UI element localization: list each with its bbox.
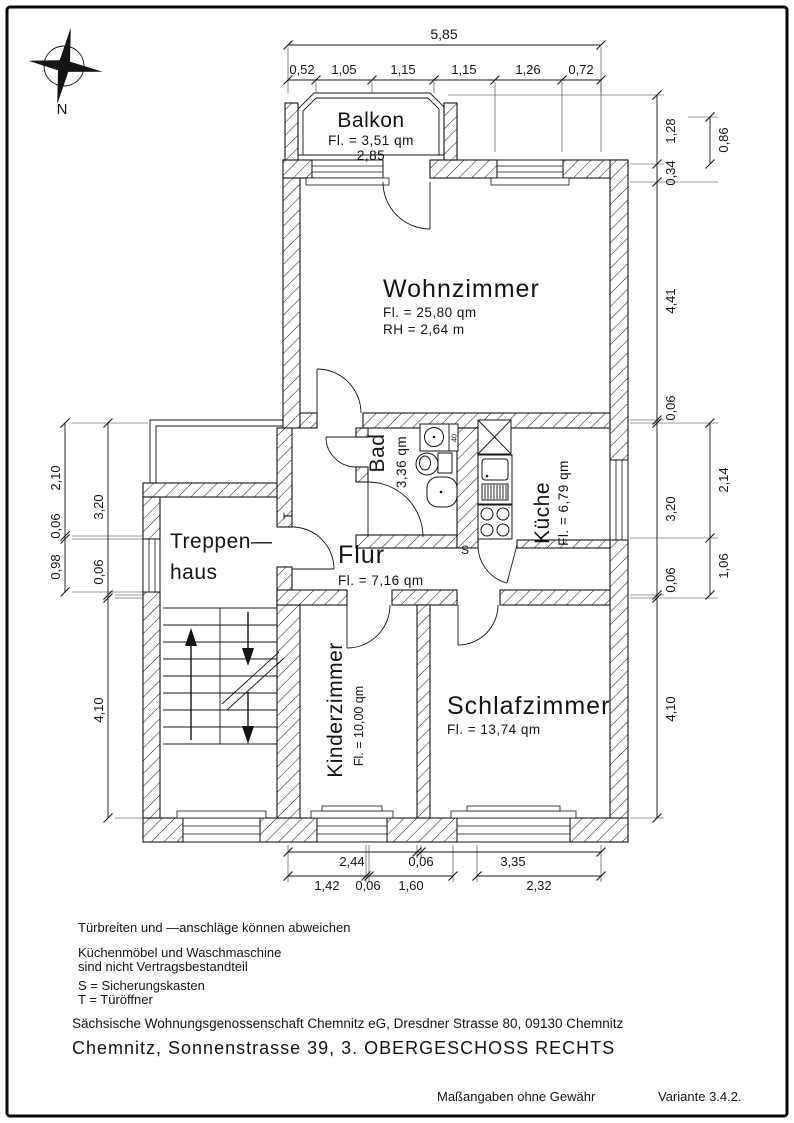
living-room-name: Wohnzimmer [383,275,540,303]
dim-right-outer-3: 4,41 [663,288,678,314]
stove-icon [478,505,512,539]
bathroom-area: 3,36 qm [394,435,409,489]
dim-bottom1-1: 2,44 [339,854,365,869]
note-furniture-2: sind nicht Vertragsbestandteil [78,959,248,974]
north-label: N [56,101,68,118]
dim-right-outer-4: 0,06 [663,395,678,421]
footer-title: Chemnitz, Sonnenstrasse 39, 3. OBERGESCHOSS RECHTS [72,1038,616,1058]
footer-variant: Variante 3.4.2. [658,1089,742,1104]
dim-top-4: 1,15 [451,62,477,77]
dim-top-3: 1,15 [390,62,416,77]
living-room-window-left [306,160,389,185]
bedroom-window [451,806,576,842]
dim-right-inner-2: 2,14 [716,467,731,493]
dim-left-inner-3: 4,10 [91,697,106,723]
dim-right-outer-2: 0,34 [663,160,678,186]
washing-machine-icon [478,420,511,454]
legend-door-opener: T = Türöffner [78,992,153,1007]
dim-bottom2-4: 2,32 [526,878,552,893]
kitchen-sink-icon [478,455,512,504]
dim-top-1: 0,52 [289,62,315,77]
fuse-box-marker: S [460,543,470,557]
bedroom-area: Fl. = 13,74 qm [447,722,541,737]
washbasin-icon [420,424,459,451]
footer-organization: Sächsische Wohnungsgenossenschaft Chemnitz eG, Dresdner Strasse 80, 09130 Chemnitz [72,1016,624,1031]
hall-name: Flur [338,541,386,569]
bathroom-name: Bad [366,433,389,473]
kitchen-area: Fl. = 6,79 qm [556,460,571,546]
stairwell-name-line1: Treppen— [170,530,273,553]
dim-left-inner-2: 0,06 [91,559,106,585]
dim-right-outer-1: 1,28 [663,118,678,144]
stairwell-window-west [143,539,160,592]
kitchen-window [610,460,628,540]
kitchen-fixtures [478,420,512,539]
dim-left-outer-3: 0,98 [48,554,63,580]
dim-bottom2-1: 1,42 [314,878,340,893]
dim-top-total: 5,85 [430,26,458,42]
dim-right-outer-7: 4,10 [663,696,678,722]
living-room-window-right [491,160,569,185]
dim-top-2: 1,05 [331,62,357,77]
dim-right-outer-5: 3,20 [663,496,678,522]
balcony-width: 2,85 [356,148,386,163]
footer-disclaimer: Maßangaben ohne Gewähr [437,1089,596,1104]
note-furniture-1: Küchenmöbel und Waschmaschine [78,945,282,960]
dim-right-inner-1: 0,86 [716,127,731,153]
living-room-area: Fl. = 25,80 qm [383,305,477,320]
dim-bottom2-2: 0,06 [355,878,381,893]
childrens-room-window [311,806,393,842]
hall-area: Fl. = 7,16 qm [338,573,424,588]
dim-bottom2-3: 1,60 [398,878,424,893]
note-doors: Türbreiten und —anschläge können abweichen [78,920,351,935]
dim-right-outer-6: 0,06 [663,567,678,593]
washbasin-width-label: 40 [449,433,459,443]
childrens-room-area: Fl. = 10,00 qm [352,685,366,767]
dim-left-outer-2: 0,06 [48,513,63,539]
toilet-icon [416,453,452,475]
kitchen-name: Küche [531,481,554,545]
dim-top-5: 1,26 [515,62,541,77]
dim-left-inner-1: 3,20 [91,494,106,520]
stairwell-window-south [177,811,266,842]
dim-right-inner-3: 1,06 [716,553,731,579]
dim-bottom1-2: 0,06 [408,854,434,869]
stairwell-name-line2: haus [170,561,218,584]
dim-bottom1-3: 3,35 [500,854,526,869]
balcony-area: Fl. = 3,51 qm [328,133,414,148]
bathtub-icon [427,477,457,507]
legend-fuse-box: S = Sicherungskasten [78,978,205,993]
dim-top-6: 0,72 [568,62,594,77]
bedroom-name: Schlafzimmer [447,692,611,720]
living-room-ceiling: RH = 2,64 m [383,322,465,337]
childrens-room-name: Kinderzimmer [324,642,347,778]
balcony-name: Balkon [337,109,405,132]
dim-left-outer-1: 2,10 [48,465,63,491]
door-opener-marker: T [281,512,295,520]
